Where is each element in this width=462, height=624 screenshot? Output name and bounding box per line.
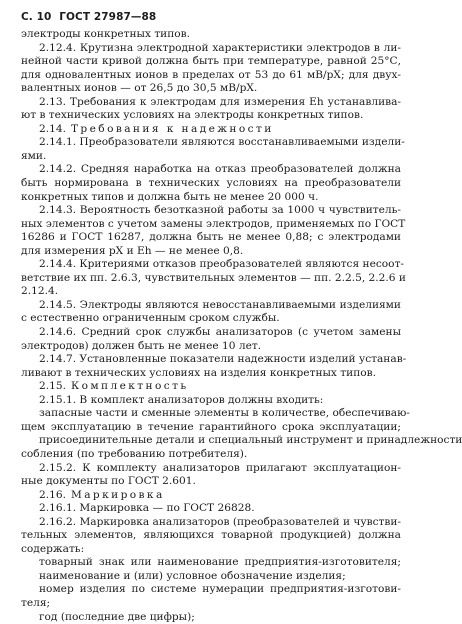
text-line: ями.: [21, 149, 47, 162]
text-line: 2.14.2. Средняя наработка на отказ преобразователей должна: [39, 163, 401, 176]
page-header: [21, 11, 401, 24]
section-title: Требования к надежности: [70, 122, 274, 135]
section-title: Маркировка: [70, 488, 165, 501]
text-line: ные документы по ГОСТ 2.601.: [21, 475, 196, 488]
text-line: нейной части кривой должна быть при температуре, равной 25°С,: [21, 55, 401, 68]
section-number: 2.16.: [39, 488, 66, 501]
text-line: 2.15.1. В комплект анализаторов должны входить:: [39, 393, 324, 406]
section-number: 2.14.: [39, 122, 66, 135]
text-line: 2.14.3. Вероятность безотказной работы за 1000 ч чувствитель-: [39, 204, 401, 217]
text-line: щем эксплуатацию в течение гарантийного срока эксплуатации;: [21, 420, 401, 433]
section-heading: [21, 380, 401, 394]
text-line: 2.12.4.: [21, 285, 59, 298]
page-number: С. 10: [21, 11, 52, 23]
section-title: Комплектность: [70, 380, 189, 393]
text-line: 2.16.2. Маркировка анализаторов (преобразователей и чувстви-: [39, 515, 401, 528]
text-line: 16286 и ГОСТ 16287, должна быть не менее 0,88; с электродами: [21, 231, 401, 244]
text-line: для измерения рХ и Eh — не менее 0,8.: [21, 244, 244, 257]
text-line: ют в технических условиях на электроды конкретных типов.: [21, 109, 364, 122]
text-line: валентных ионов — от 26,5 до 30,5 мВ/рХ.: [21, 82, 258, 95]
text-line: запасные части и сменные элементы в количестве, обеспечиваю-: [39, 407, 410, 420]
text-line: электродов) должен быть не менее 10 лет.: [21, 339, 262, 352]
text-line: 2.16.1. Маркировка — по ГОСТ 26828.: [39, 502, 255, 515]
section-number: 2.15.: [39, 380, 66, 393]
text-line: тельных элементов, являющихся товарной продукцией) должна: [21, 529, 401, 542]
section-heading: [21, 489, 401, 503]
text-line: собления (по требованию потребителя).: [21, 447, 248, 460]
text-line: ливают в технических условиях на изделия конкретных типов.: [21, 366, 376, 379]
text-line: присоединительные детали и специальный инструмент и принадлежности: [39, 434, 462, 447]
text-line: год (последние две цифры);: [39, 610, 195, 623]
text-line: ветствие их пп. 2.6.3, чувствительных элементов — пп. 2.2.5, 2.2.6 и: [21, 271, 406, 284]
text-line: 2.12.4. Крутизна электродной характеристики электродов в ли-: [39, 41, 401, 54]
text-line: наименование и (или) условное обозначение изделия;: [39, 569, 346, 582]
text-line: для одновалентных ионов в пределах от 53 до 61 мВ/рХ; для двух-: [21, 68, 401, 81]
text-line: 2.14.5. Электроды являются невосстанавливаемыми изделиями: [39, 298, 401, 311]
text-line: 2.13. Требования к электродам для измерения Eh устанавлива-: [39, 95, 401, 108]
section-heading: [21, 123, 401, 137]
text-line: 2.14.1. Преобразователи являются восстанавливаемыми издели-: [39, 136, 405, 149]
text-line: электроды конкретных типов.: [21, 28, 191, 40]
text-line: с естественно ограниченным сроком службы.: [21, 312, 280, 325]
text-line: быть нормирована в технических условиях на преобразователи: [21, 177, 401, 190]
standard-designation: ГОСТ 27987—88: [59, 11, 157, 23]
text-line: содержать:: [21, 542, 85, 555]
text-line: 2.14.6. Средний срок службы анализаторов (с учетом замены: [39, 326, 401, 339]
text-line: конкретных типов и должна быть не менее 20 000 ч.: [21, 190, 319, 203]
text-line: товарный знак или наименование предприятия-изготовителя;: [39, 556, 401, 569]
body-text: [21, 28, 462, 624]
text-line: ных элементов с учетом замены электродов, применяемых по ГОСТ: [21, 217, 406, 230]
text-line: 2.15.2. К комплекту анализаторов прилагают эксплуатацион-: [39, 461, 401, 474]
text-line: 2.14.4. Критериями отказов преобразователей являются несоот-: [39, 258, 405, 271]
text-line: 2.14.7. Установленные показатели надежности изделий устанав-: [39, 353, 407, 366]
text-line: теля;: [21, 596, 51, 609]
text-line: номер изделия по системе нумерации предприятия-изготови-: [39, 583, 401, 596]
